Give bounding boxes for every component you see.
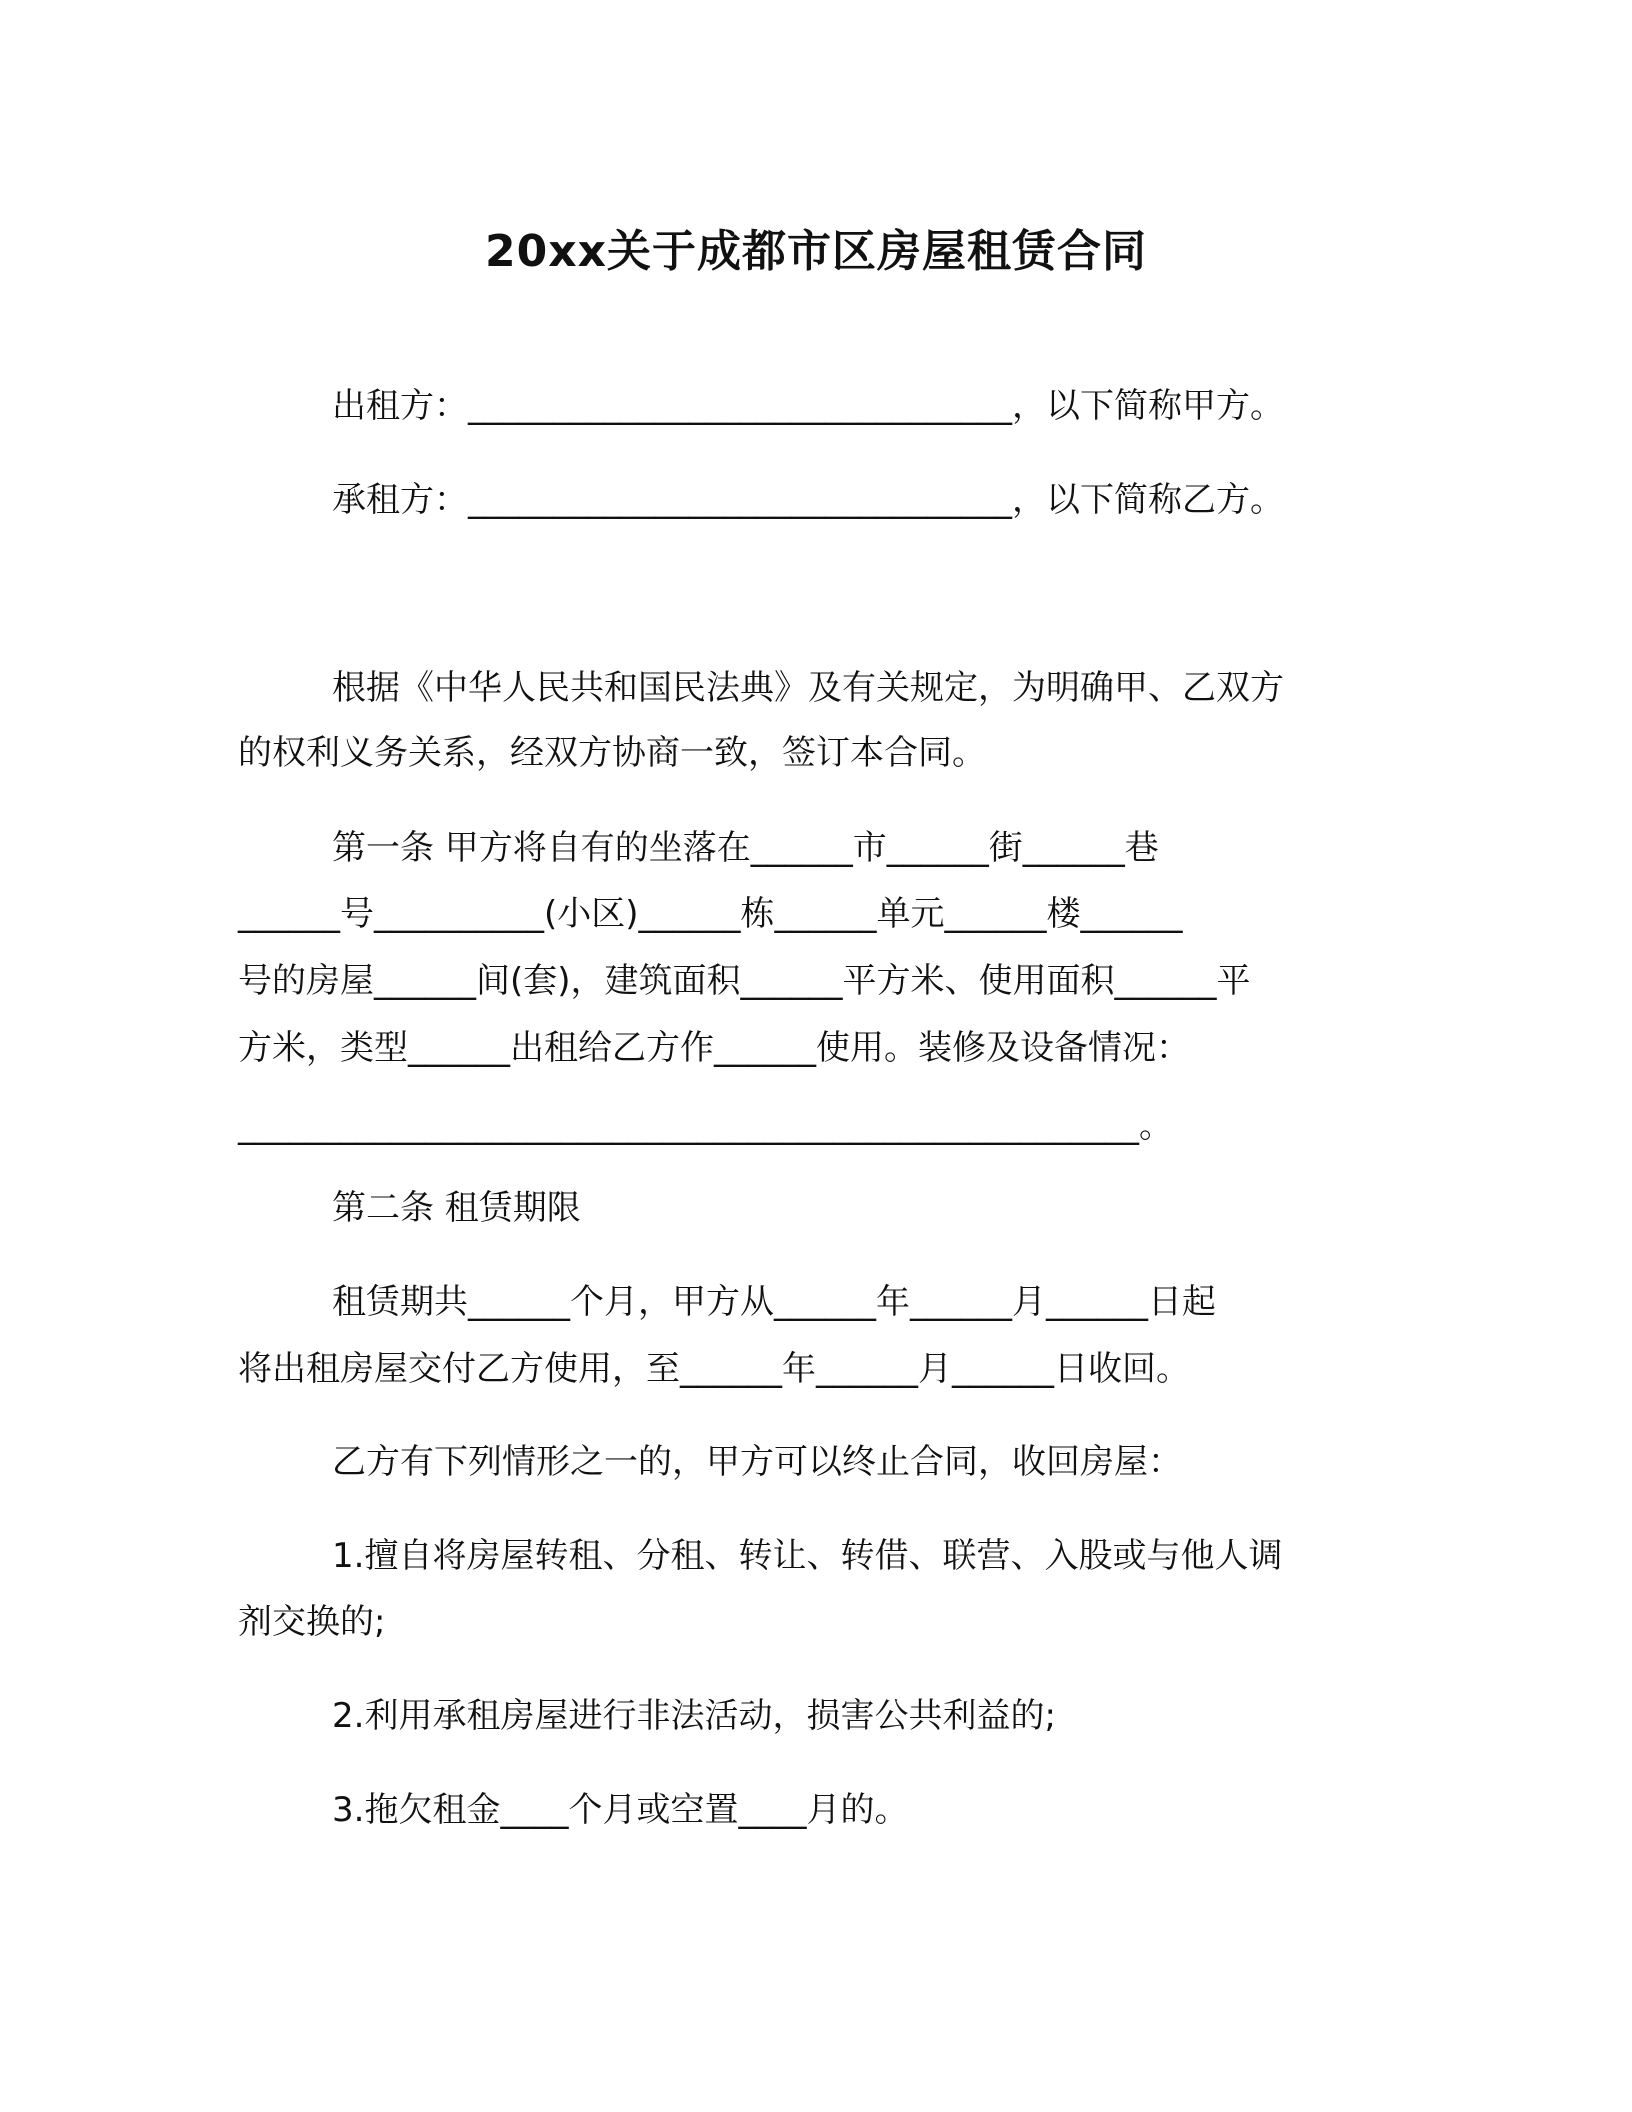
article1-line-5: _____________________________________________________。 (238, 1106, 1173, 1146)
item2-line: 2.利用承租房屋进行非法活动，损害公共利益的; (332, 1696, 1056, 1736)
article2-term-line-2: 将出租房屋交付乙方使用，至______年______月______日收回。 (238, 1349, 1190, 1389)
preamble-line-1: 根据《中华人民共和国民法典》及有关规定，为明确甲、乙双方 (332, 668, 1284, 708)
article2-term-line-1: 租赁期共______个月，甲方从______年______月______日起 (332, 1282, 1216, 1322)
article1-line-1: 第一条 甲方将自有的坐落在______市______街______巷 (332, 828, 1159, 868)
item1-line-2: 剂交换的; (238, 1602, 386, 1642)
article1-line-2: ______号__________(小区)______栋______单元______楼______ (238, 894, 1183, 934)
document-title: 20xx关于成都市区房屋租赁合同 (485, 226, 1147, 277)
article1-line-4: 方米，类型______出租给乙方作______使用。装修及设备情况： (238, 1028, 1190, 1068)
preamble-line-2: 的权利义务关系，经双方协商一致，签订本合同。 (238, 733, 986, 773)
article2-heading: 第二条 租赁期限 (332, 1188, 581, 1228)
item3-line: 3.拖欠租金____个月或空置____月的。 (332, 1790, 909, 1830)
item1-line-1: 1.擅自将房屋转租、分租、转让、转借、联营、入股或与他人调 (332, 1536, 1283, 1576)
lessor-line: 出租方：________________________________，以下简称甲方。 (332, 386, 1284, 426)
lessee-line: 承租方：________________________________，以下简称乙方。 (332, 480, 1284, 520)
termination-intro: 乙方有下列情形之一的，甲方可以终止合同，收回房屋： (332, 1442, 1182, 1482)
article1-line-3: 号的房屋______间(套)，建筑面积______平方米、使用面积______平 (238, 961, 1251, 1001)
